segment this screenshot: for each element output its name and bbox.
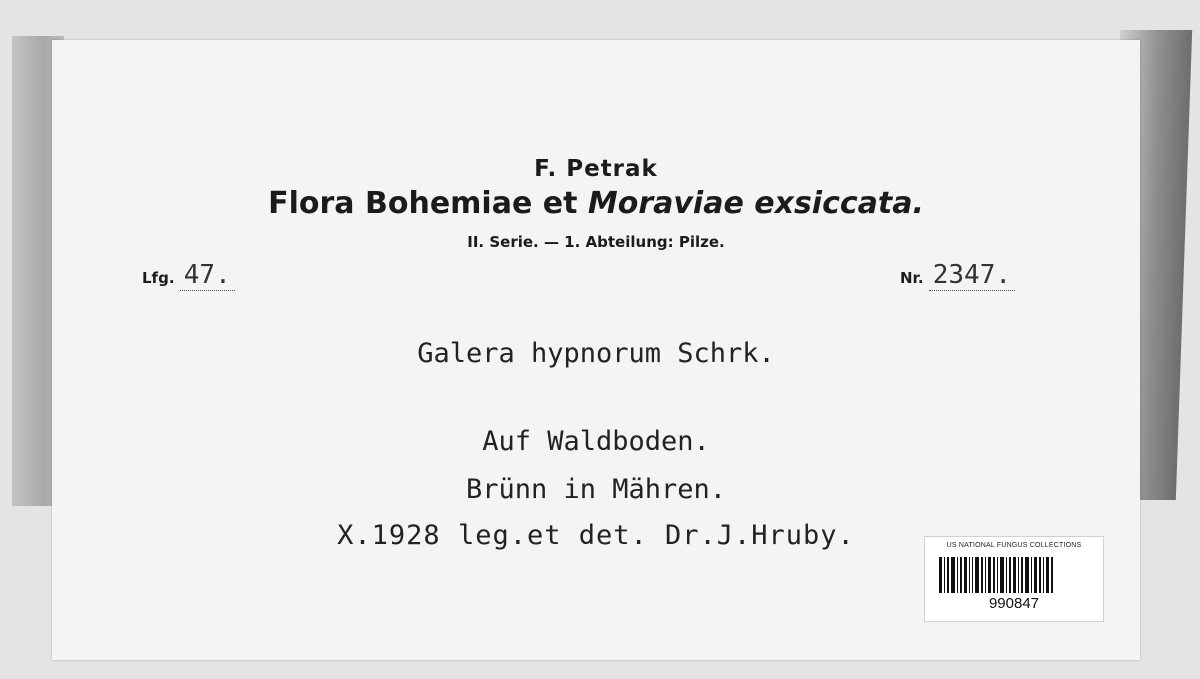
herbarium-label bbox=[52, 40, 1140, 660]
lfg-field bbox=[142, 260, 235, 290]
locality-line: Brünn in Mähren. bbox=[465, 474, 727, 505]
barcode-label bbox=[924, 536, 1104, 622]
number-value: 2347. bbox=[929, 260, 1015, 291]
barcode-bars bbox=[939, 557, 1089, 593]
number-field bbox=[900, 260, 1015, 290]
barcode-number: 990847 bbox=[988, 595, 1040, 612]
title-part-2: Moraviae exsiccata. bbox=[587, 186, 924, 221]
lfg-value: 47. bbox=[180, 260, 235, 291]
barcode-header: US NATIONAL FUNGUS COLLECTIONS bbox=[946, 542, 1082, 549]
label-title bbox=[52, 186, 1140, 221]
label-author: F. Petrak bbox=[534, 156, 658, 182]
label-series: II. Serie. — 1. Abteilung: Pilze. bbox=[467, 233, 725, 251]
habitat-line: Auf Waldboden. bbox=[482, 426, 710, 457]
collection-line: X.1928 leg.et det. Dr.J.Hruby. bbox=[337, 520, 855, 551]
number-label: Nr. bbox=[900, 269, 924, 287]
lfg-label: Lfg. bbox=[142, 269, 175, 287]
species-name: Galera hypnorum Schrk. bbox=[417, 338, 775, 369]
title-part-1: Flora Bohemiae et bbox=[268, 186, 588, 221]
